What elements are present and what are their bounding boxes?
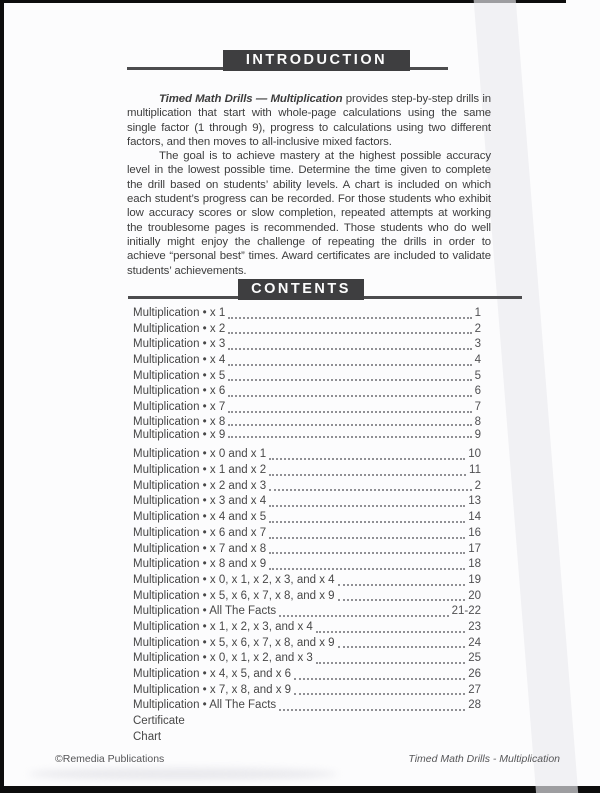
toc-dot-leader [266, 510, 468, 526]
toc-dot-leader [335, 573, 469, 589]
toc-entry-label: Multiplication • All The Facts [133, 699, 277, 712]
toc-page-number: 10 [468, 448, 481, 461]
toc-dot-leader [185, 714, 481, 730]
toc-page-number: 7 [474, 401, 481, 414]
toc-entry-label: Multiplication • All The Facts [133, 605, 277, 618]
toc-entry-label: Multiplication • x 4, x 5, and x 6 [133, 668, 292, 681]
publisher-credit: ©Remedia Publications [55, 753, 165, 765]
toc-entry [133, 479, 481, 495]
toc-entry [133, 636, 481, 652]
introduction-text [127, 92, 491, 278]
toc-page-number: 14 [468, 511, 481, 524]
toc-entry-label: Multiplication • x 9 [133, 428, 226, 441]
toc-page-number: 23 [468, 620, 481, 633]
toc-entry [133, 542, 481, 558]
toc-entry-label: Multiplication • x 3 [133, 338, 226, 351]
toc-entry [133, 384, 481, 400]
toc-entry [133, 494, 481, 510]
toc-entry-label: Multiplication • x 2 [133, 322, 226, 335]
scan-edge-left [0, 0, 4, 793]
toc-entry-label: Multiplication • x 2 and x 3 [133, 479, 267, 492]
toc-page-number: 28 [468, 699, 481, 712]
toc-entry-label: Multiplication • x 3 and x 4 [133, 495, 267, 508]
toc-page-number: 27 [468, 683, 481, 696]
toc-dot-leader [291, 683, 468, 699]
toc-page-number: 20 [468, 589, 481, 602]
toc-page-number: 5 [474, 369, 481, 382]
toc-dot-leader [266, 526, 468, 542]
toc-entry [133, 353, 481, 369]
toc-entry-label: Multiplication • x 5 [133, 369, 226, 382]
toc-page-number: 6 [474, 385, 481, 398]
toc-page-number: 2 [474, 322, 481, 335]
introduction-title: INTRODUCTION [223, 50, 410, 71]
toc-entry [133, 714, 481, 730]
toc-entry-label: Chart [133, 730, 162, 743]
toc-entry [133, 698, 481, 714]
toc-dot-leader [266, 447, 468, 463]
toc-entry [133, 604, 481, 620]
toc-page-number: 18 [468, 558, 481, 571]
toc-entry-label: Multiplication • x 1, x 2, x 3, and x 4 [133, 620, 313, 633]
toc-entry-label: Multiplication • x 1 and x 2 [133, 464, 267, 477]
intro-paragraph-2: The goal is to achieve mastery at the highest possible accuracy level in the lowest possible time. Determine the time given to complete the drill based on students’ ability levels. A chart is included on which each student’s progress can be recorded. For those students who exhibit low accuracy scores or slow completion, repeated attempts at working the troublesome pages is recommended. Those students who do well initially might enjoy the challenge of repeating the drills in order to achieve “personal best” times. Award certificates are included to validate students’ achievements. [127, 150, 491, 277]
contents-header [128, 279, 522, 301]
toc-page-number: 13 [468, 495, 481, 508]
toc-page-number: 25 [468, 652, 481, 665]
toc-entry [133, 667, 481, 683]
toc-dot-leader [225, 337, 474, 353]
intro-paragraph-1 [127, 92, 491, 149]
toc-page-number: 16 [468, 526, 481, 539]
toc-dot-leader [225, 306, 474, 322]
page-footer [55, 753, 560, 765]
toc-page-number: 24 [468, 636, 481, 649]
toc-dot-leader [335, 636, 469, 652]
toc-entry-label: Multiplication • x 7 [133, 401, 226, 414]
toc-entry [133, 447, 481, 463]
toc-entry-label: Multiplication • x 1 [133, 307, 226, 319]
toc-page-number: 4 [474, 354, 481, 367]
toc-entry-label: Multiplication • x 6 and x 7 [133, 526, 267, 539]
toc-entry [133, 510, 481, 526]
intro-paragraph-1-rest: provides step-by-step drills in multiplication that start with whole-page calculations using the same single factor (1 through 9), progress to calculations using two different factors, and then moves to all-inclusive mixed factors. [127, 93, 491, 148]
toc-entry-label: Multiplication • x 4 [133, 354, 226, 367]
toc-page-number: 21-22 [451, 605, 481, 618]
table-of-contents [133, 306, 481, 745]
contents-title: CONTENTS [238, 279, 364, 300]
toc-entry-label: Multiplication • x 6 [133, 385, 226, 398]
toc-entry [133, 463, 481, 479]
toc-dot-leader [313, 620, 468, 636]
toc-entry-label: Certificate [133, 715, 185, 728]
toc-entry [133, 306, 481, 322]
toc-dot-leader [225, 384, 474, 400]
toc-dot-leader [225, 400, 474, 416]
toc-dot-leader [225, 322, 474, 338]
toc-dot-leader [266, 557, 468, 573]
toc-dot-leader [266, 542, 468, 558]
toc-page-number: 1 [474, 307, 481, 319]
toc-dot-leader [266, 494, 468, 510]
scan-smudge-bottom [28, 768, 338, 780]
toc-dot-leader [225, 369, 474, 385]
book-title-lead: Timed Math Drills — Multiplication [159, 93, 343, 105]
toc-entry-label: Multiplication • x 0 and x 1 [133, 448, 267, 461]
toc-entry [133, 620, 481, 636]
toc-entry-label: Multiplication • x 8 and x 9 [133, 558, 267, 571]
toc-entry [133, 730, 481, 746]
toc-entry-label: Multiplication • x 4 and x 5 [133, 511, 267, 524]
toc-entry-label: Multiplication • x 5, x 6, x 7, x 8, and x 9 [133, 589, 335, 602]
toc-page-number: 17 [468, 542, 481, 555]
scan-edge-bottom [0, 786, 600, 793]
toc-entry-label: Multiplication • x 0, x 1, x 2, x 3, and x 4 [133, 573, 335, 586]
toc-page-number: 2 [474, 479, 481, 492]
toc-dot-leader [225, 429, 474, 442]
toc-entry [133, 683, 481, 699]
toc-entry [133, 369, 481, 385]
toc-entry [133, 557, 481, 573]
toc-dot-leader [276, 604, 451, 620]
toc-dot-leader [291, 667, 468, 683]
toc-dot-leader [225, 353, 474, 369]
toc-entry [133, 573, 481, 589]
toc-dot-leader [161, 730, 481, 746]
toc-dot-leader [313, 651, 468, 667]
toc-dot-leader [335, 589, 469, 605]
toc-entry [133, 337, 481, 353]
toc-entry-label: Multiplication • x 0, x 1, x 2, and x 3 [133, 652, 313, 665]
toc-dot-leader [276, 698, 468, 714]
toc-page-number: 26 [468, 668, 481, 681]
toc-entry-label: Multiplication • x 8 [133, 415, 226, 428]
toc-page-number: 3 [474, 338, 481, 351]
toc-entry [133, 416, 481, 429]
toc-dot-leader [266, 479, 474, 495]
toc-page-number: 11 [469, 464, 481, 477]
book-title-footer: Timed Math Drills - Multiplication [408, 753, 560, 765]
toc-dot-leader [266, 463, 469, 479]
toc-dot-leader [225, 416, 474, 429]
introduction-header [127, 50, 448, 72]
toc-entry-label: Multiplication • x 7, x 8, and x 9 [133, 683, 292, 696]
toc-entry [133, 322, 481, 338]
toc-entry [133, 589, 481, 605]
toc-entry [133, 651, 481, 667]
toc-entry [133, 400, 481, 416]
toc-entry-label: Multiplication • x 7 and x 8 [133, 542, 267, 555]
toc-entry [133, 526, 481, 542]
toc-entry-label: Multiplication • x 5, x 6, x 7, x 8, and x 9 [133, 636, 335, 649]
toc-entry [133, 429, 481, 442]
toc-page-number: 9 [474, 428, 481, 441]
toc-page-number: 8 [474, 415, 481, 428]
toc-page-number: 19 [468, 573, 481, 586]
